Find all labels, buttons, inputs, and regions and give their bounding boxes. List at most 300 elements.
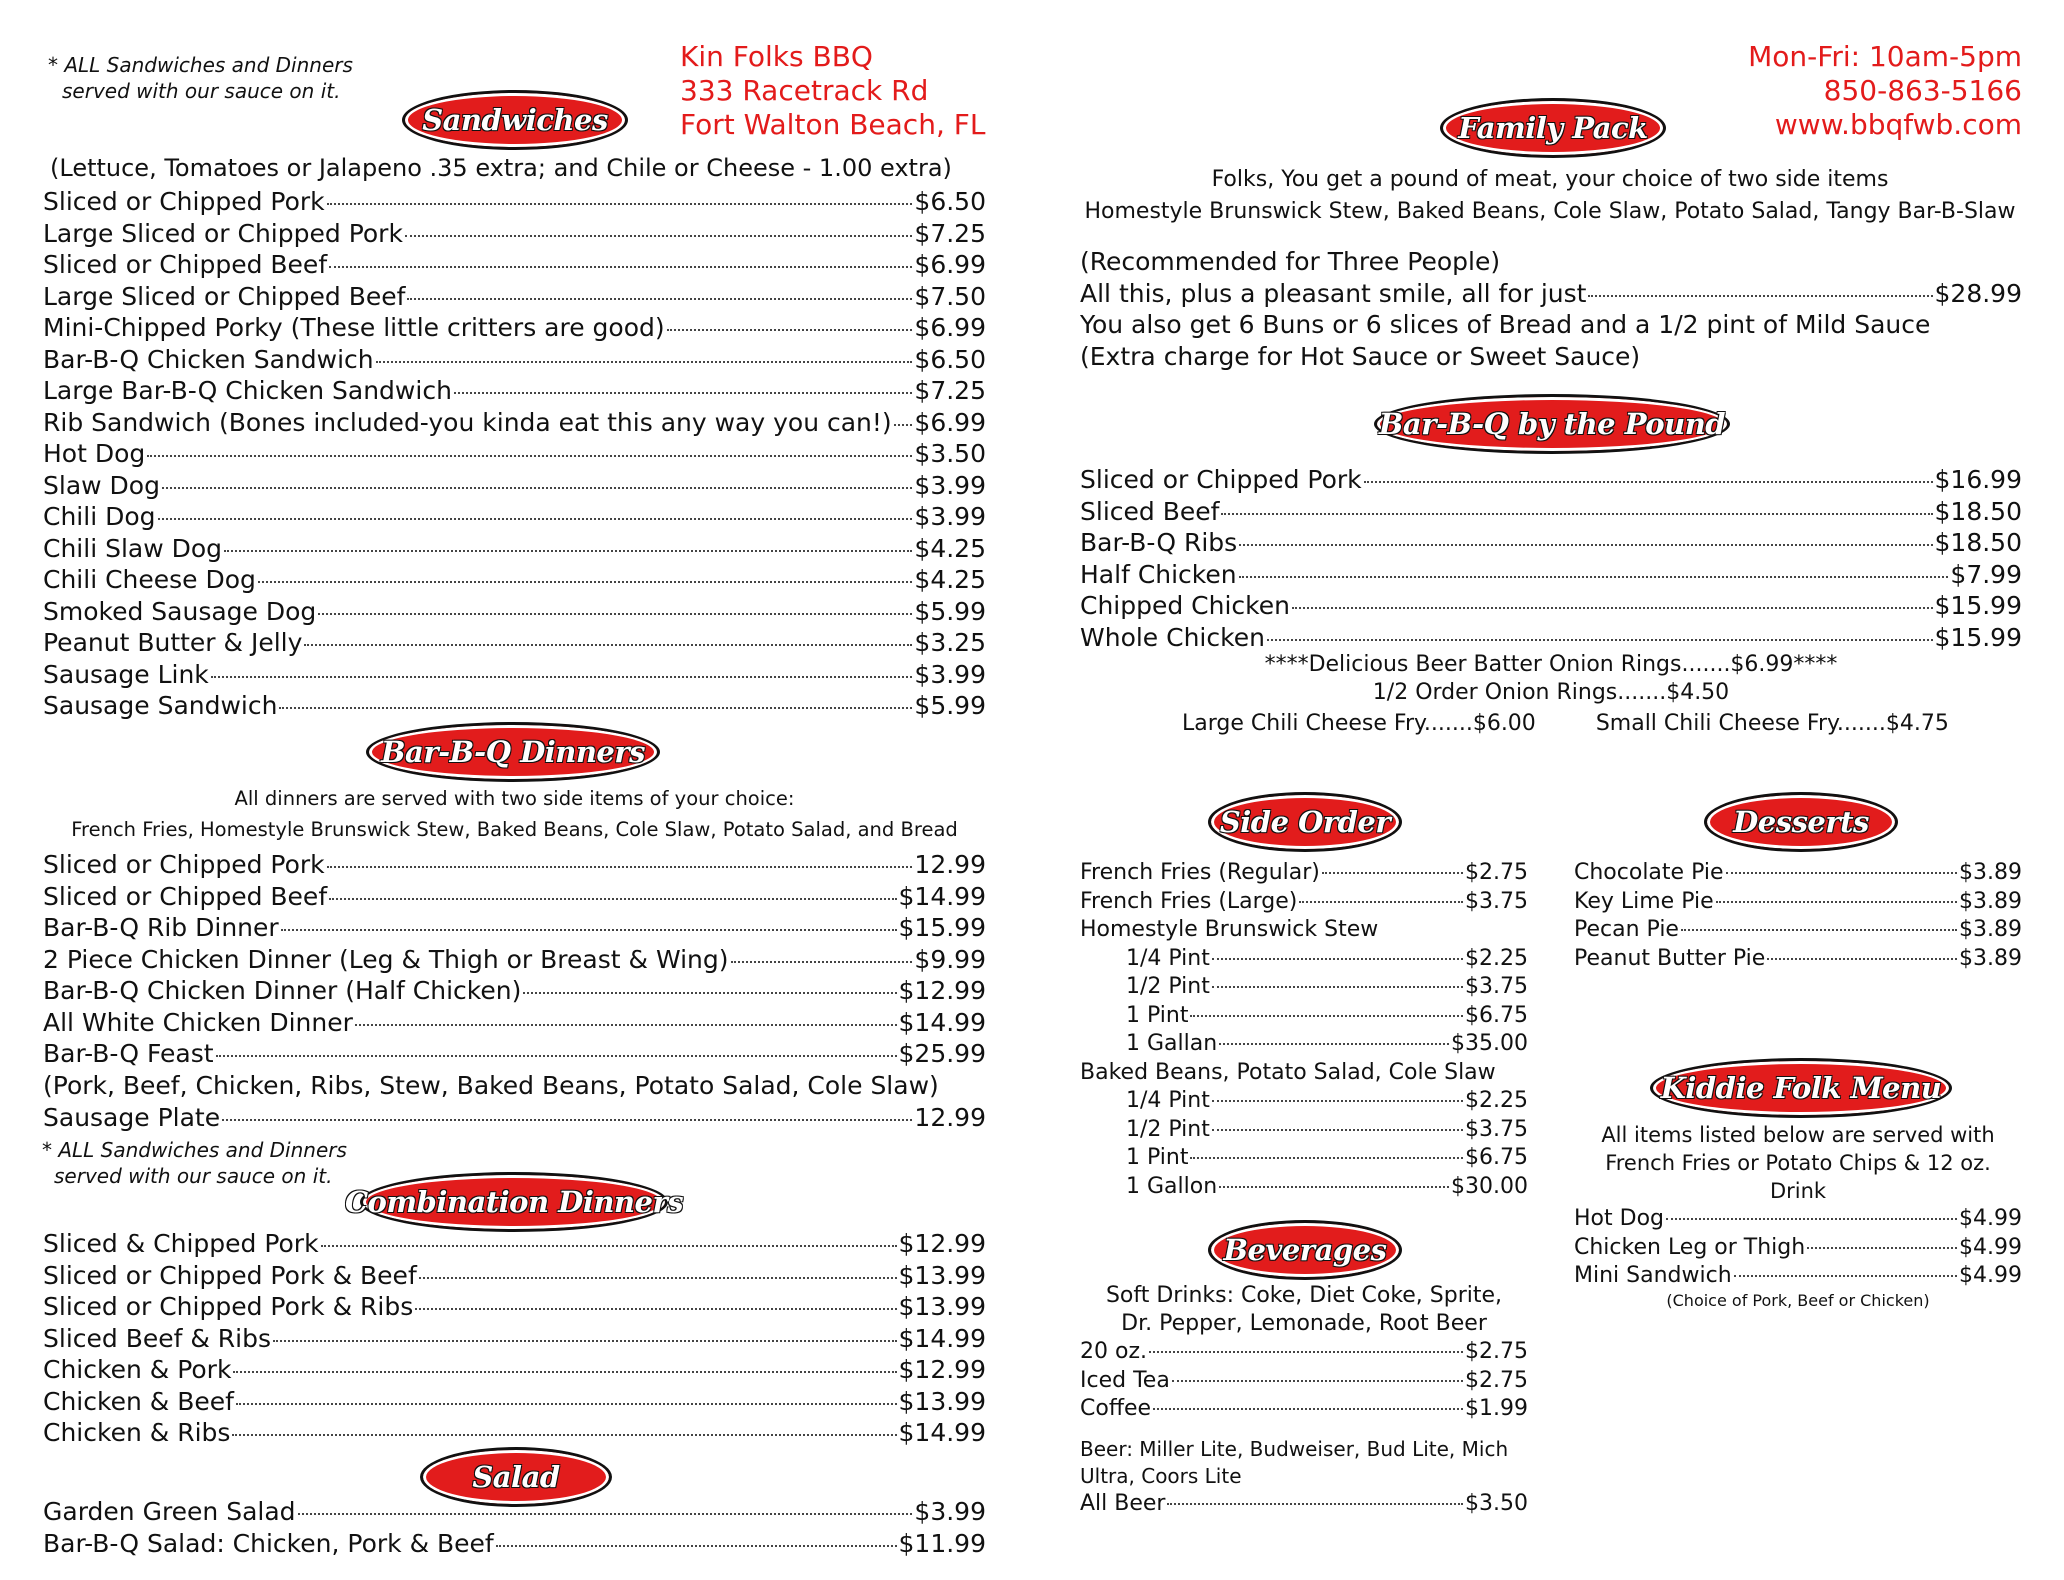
restaurant-name: Kin Folks BBQ bbox=[680, 40, 873, 73]
leader-dots bbox=[222, 1119, 912, 1121]
item-name: Sausage Plate bbox=[43, 1102, 221, 1132]
item-name: Chili Slaw Dog bbox=[43, 533, 223, 563]
item-price: $6.75 bbox=[1465, 1002, 1528, 1028]
menu-item bbox=[1126, 1144, 1528, 1173]
soft-drinks-line: Soft Drinks: Coke, Diet Coke, Sprite, bbox=[1105, 1283, 1503, 1308]
item-name: Bar-B-Q Chicken Dinner (Half Chicken) bbox=[43, 976, 522, 1005]
item-price: $3.89 bbox=[1959, 888, 2022, 914]
item-name: Iced Tea bbox=[1080, 1367, 1170, 1393]
menu-item bbox=[43, 627, 986, 659]
leader-dots bbox=[1212, 986, 1463, 988]
half-onion-rings: 1/2 Order Onion Rings.......$4.50 bbox=[1372, 680, 1730, 705]
menu-item bbox=[43, 1528, 986, 1560]
kiddie-title: Kiddie Folk Menu bbox=[1660, 1071, 1942, 1105]
menu-item bbox=[43, 1386, 986, 1418]
leader-dots bbox=[523, 992, 896, 994]
menu-item bbox=[43, 1260, 986, 1292]
item-name: 1 Pint bbox=[1126, 1002, 1189, 1028]
item-name: Sliced or Chipped Pork bbox=[1080, 465, 1362, 494]
item-name: Chipped Chicken bbox=[1080, 591, 1290, 620]
item-name: Whole Chicken bbox=[1080, 622, 1265, 652]
item-price: $7.25 bbox=[914, 218, 986, 248]
leader-dots bbox=[318, 613, 912, 615]
item-price: $2.25 bbox=[1465, 945, 1528, 971]
buns-text: You also get 6 Buns or 6 slices of Bread and a 1/2 pint of Mild Sauce bbox=[1080, 310, 1931, 339]
beverages-badge bbox=[1208, 1220, 1402, 1280]
leader-dots bbox=[1716, 901, 1957, 903]
menu-item bbox=[43, 1228, 986, 1260]
item-name: Garden Green Salad bbox=[43, 1497, 296, 1526]
item-name: Hot Dog bbox=[43, 439, 146, 468]
menu-item bbox=[1080, 1367, 1528, 1396]
salad-title: Salad bbox=[472, 1460, 560, 1494]
leader-dots bbox=[419, 1277, 897, 1279]
menu-item bbox=[43, 470, 986, 502]
menu-item bbox=[43, 249, 986, 281]
item-name: Rib Sandwich (Bones included-you kinda eat this any way you can!) bbox=[43, 407, 892, 437]
extra-text: (Extra charge for Hot Sauce or Sweet Sauce) bbox=[1080, 341, 1641, 371]
item-price: $14.99 bbox=[898, 1007, 986, 1037]
stew-label bbox=[1080, 916, 1528, 945]
item-name: Sliced & Chipped Pork bbox=[43, 1229, 319, 1258]
leader-dots bbox=[211, 676, 913, 678]
menu-item bbox=[43, 690, 986, 722]
family-pack-recommended bbox=[1080, 246, 2022, 278]
item-price: $12.99 bbox=[898, 1355, 986, 1384]
item-price: $9.99 bbox=[914, 944, 986, 974]
by-pound-badge bbox=[1374, 394, 1730, 454]
family-pack-line: Folks, You get a pound of meat, your choice of two side items bbox=[1211, 167, 1889, 192]
item-price: $13.99 bbox=[898, 1292, 986, 1321]
leader-dots bbox=[147, 455, 912, 457]
side-order-title: Side Order bbox=[1219, 805, 1391, 839]
large-chili-fry: Large Chili Cheese Fry.......$6.00 bbox=[1182, 711, 1536, 736]
note-line: * ALL Sandwiches and Dinners bbox=[42, 1138, 347, 1162]
item-name: Bar-B-Q Feast bbox=[43, 1039, 214, 1068]
menu-item bbox=[43, 596, 986, 628]
menu-item bbox=[1574, 1262, 2022, 1291]
side-order-badge bbox=[1208, 792, 1402, 852]
leader-dots bbox=[279, 707, 912, 709]
leader-dots bbox=[1172, 1380, 1463, 1382]
leader-dots bbox=[454, 392, 913, 394]
leader-dots bbox=[304, 644, 912, 646]
dinners-title: Bar-B-Q Dinners bbox=[381, 735, 645, 769]
item-price: $35.00 bbox=[1451, 1031, 1528, 1056]
leader-dots bbox=[415, 1308, 896, 1310]
menu-item bbox=[43, 1007, 986, 1039]
item-name: Sliced or Chipped Pork bbox=[43, 850, 325, 879]
menu-item bbox=[1126, 1173, 1528, 1202]
kiddie-intro bbox=[1574, 1121, 2022, 1205]
menu-item bbox=[1080, 1490, 1528, 1519]
item-name: 1 Gallon bbox=[1126, 1173, 1218, 1199]
item-price: $28.99 bbox=[1934, 278, 2022, 308]
menu-item bbox=[1574, 916, 2022, 945]
item-name: French Fries (Regular) bbox=[1080, 860, 1320, 885]
item-name: Bar-B-Q Rib Dinner bbox=[43, 913, 279, 942]
item-name: French Fries (Large) bbox=[1080, 888, 1298, 914]
menu-item bbox=[43, 344, 986, 376]
menu-item bbox=[1574, 888, 2022, 917]
item-price: $3.75 bbox=[1465, 888, 1528, 914]
menu-item bbox=[1080, 496, 2022, 528]
item-name: Chicken Leg or Thigh bbox=[1574, 1234, 1806, 1260]
item-name: Chili Cheese Dog bbox=[43, 565, 256, 594]
item-price: $3.50 bbox=[914, 439, 986, 468]
item-name: Hot Dog bbox=[1574, 1206, 1664, 1231]
menu-item bbox=[1574, 945, 2022, 974]
dinners-extra bbox=[43, 1070, 986, 1133]
item-price: 12.99 bbox=[914, 1102, 986, 1132]
item-price: $4.25 bbox=[914, 565, 986, 594]
item-name: All White Chicken Dinner bbox=[43, 1007, 353, 1037]
menu-item bbox=[1126, 1116, 1528, 1145]
item-name: Peanut Butter Pie bbox=[1574, 945, 1766, 971]
menu-item bbox=[43, 1291, 986, 1323]
kiddie-intro-line: Drink bbox=[1769, 1179, 1827, 1203]
item-price: $5.99 bbox=[914, 691, 986, 720]
note-line: * ALL Sandwiches and Dinners bbox=[48, 53, 353, 77]
item-name: Key Lime Pie bbox=[1574, 888, 1714, 914]
leader-dots bbox=[232, 1434, 896, 1436]
menu-item bbox=[43, 912, 986, 944]
by-pound-title: Bar-B-Q by the Pound bbox=[1378, 407, 1726, 441]
item-price: $4.99 bbox=[1959, 1234, 2022, 1260]
item-price: $4.99 bbox=[1959, 1206, 2022, 1231]
kiddie-intro-line: French Fries or Potato Chips & 12 oz. bbox=[1605, 1151, 1991, 1175]
family-pack-buns bbox=[1080, 309, 2022, 341]
by-pound-list bbox=[1080, 464, 2022, 653]
menu-item bbox=[1574, 1234, 2022, 1263]
leader-dots bbox=[1267, 639, 1933, 641]
leader-dots bbox=[258, 581, 913, 583]
leader-dots bbox=[1239, 544, 1932, 546]
family-pack-title: Family Pack bbox=[1458, 111, 1648, 145]
item-name: All Beer bbox=[1080, 1490, 1166, 1516]
menu-item bbox=[1574, 1205, 2022, 1234]
item-name: Sliced or Chipped Pork & Ribs bbox=[43, 1292, 414, 1321]
leader-dots bbox=[1322, 872, 1463, 874]
item-name: 20 oz. bbox=[1080, 1339, 1147, 1364]
menu-item bbox=[43, 975, 986, 1007]
note-line: served with our sauce on it. bbox=[54, 1164, 333, 1188]
leader-dots bbox=[667, 329, 913, 331]
restaurant-city: Fort Walton Beach, FL bbox=[680, 108, 986, 141]
menu-item bbox=[1126, 973, 1528, 1002]
item-price: $18.50 bbox=[1934, 496, 2022, 526]
leader-dots bbox=[236, 1403, 897, 1405]
item-price: $3.89 bbox=[1959, 860, 2022, 885]
menu-item bbox=[43, 1417, 986, 1449]
leader-dots bbox=[158, 518, 913, 520]
leader-dots bbox=[1239, 576, 1949, 578]
item-name: Chicken & Pork bbox=[43, 1355, 232, 1384]
menu-item bbox=[1574, 859, 2022, 888]
item-price: $3.25 bbox=[914, 628, 986, 657]
leader-dots bbox=[273, 1340, 897, 1342]
menu-item bbox=[1126, 1087, 1528, 1116]
menu-item bbox=[43, 438, 986, 470]
menu-item bbox=[43, 218, 986, 250]
item-price: $6.50 bbox=[914, 344, 986, 374]
leader-dots bbox=[1190, 1157, 1463, 1159]
kiddie-items bbox=[1574, 1205, 2022, 1291]
chili-fry-row bbox=[1080, 710, 2022, 738]
item-price: $16.99 bbox=[1934, 465, 2022, 494]
leader-dots bbox=[1212, 1129, 1463, 1131]
item-price: $3.89 bbox=[1959, 917, 2022, 942]
menu-item bbox=[43, 186, 986, 218]
leader-dots bbox=[1292, 607, 1933, 609]
beans-sizes bbox=[1080, 1087, 1528, 1201]
item-price: $25.99 bbox=[898, 1039, 986, 1068]
leader-dots bbox=[162, 487, 912, 489]
item-price: $7.25 bbox=[914, 376, 986, 405]
item-name: Pecan Pie bbox=[1574, 917, 1679, 942]
item-price: $13.99 bbox=[898, 1260, 986, 1290]
sauce-note-top bbox=[48, 52, 353, 104]
soft-drinks-line: Dr. Pepper, Lemonade, Root Beer bbox=[1121, 1311, 1487, 1336]
item-name: Chocolate Pie bbox=[1574, 860, 1724, 885]
leader-dots bbox=[1726, 872, 1958, 874]
beer-info bbox=[1080, 1436, 1528, 1490]
item-price: $13.99 bbox=[898, 1386, 986, 1416]
kiddie-choice: (Choice of Pork, Beef or Chicken) bbox=[1666, 1290, 1930, 1310]
small-chili-fry: Small Chili Cheese Fry.......$4.75 bbox=[1595, 711, 1949, 736]
item-price: $30.00 bbox=[1451, 1173, 1528, 1199]
menu-item bbox=[1080, 859, 1528, 888]
item-price: 12.99 bbox=[914, 850, 986, 879]
menu-item bbox=[43, 1323, 986, 1355]
feast-detail bbox=[43, 1070, 986, 1102]
menu-item bbox=[43, 1038, 986, 1070]
item-price: $14.99 bbox=[898, 1323, 986, 1353]
website-link[interactable]: www.bbqfwb.com bbox=[1774, 108, 2022, 141]
restaurant-street: 333 Racetrack Rd bbox=[680, 74, 929, 107]
item-name: Sliced or Chipped Pork & Beef bbox=[43, 1260, 417, 1290]
item-price: $15.99 bbox=[1934, 591, 2022, 620]
item-name: 1 Pint bbox=[1126, 1145, 1189, 1170]
leader-dots bbox=[376, 361, 913, 363]
item-name: All this, plus a pleasant smile, all for just bbox=[1080, 278, 1587, 308]
menu-item bbox=[1080, 590, 2022, 622]
item-name: 2 Piece Chicken Dinner (Leg & Thigh or Breast & Wing) bbox=[43, 944, 729, 974]
item-name: 1/4 Pint bbox=[1126, 1088, 1210, 1113]
kiddie-intro-line: All items listed below are served with bbox=[1601, 1123, 1995, 1147]
desserts-list bbox=[1574, 859, 2022, 973]
item-name: Sausage Link bbox=[43, 659, 209, 689]
item-name: 1 Gallan bbox=[1126, 1031, 1218, 1056]
item-name: Smoked Sausage Dog bbox=[43, 596, 317, 626]
recommended-text: (Recommended for Three People) bbox=[1080, 247, 1501, 276]
item-price: $7.50 bbox=[914, 281, 986, 311]
note-line: served with our sauce on it. bbox=[62, 79, 341, 103]
item-price: $6.75 bbox=[1465, 1145, 1528, 1170]
family-pack-details bbox=[1080, 246, 2022, 372]
leader-dots bbox=[1364, 481, 1933, 483]
leader-dots bbox=[1149, 1351, 1463, 1353]
item-price: $12.99 bbox=[898, 976, 986, 1005]
leader-dots bbox=[233, 1371, 896, 1373]
item-price: $15.99 bbox=[1934, 622, 2022, 652]
combination-title: Combination Dinners bbox=[344, 1185, 684, 1219]
family-pack-line: Homestyle Brunswick Stew, Baked Beans, Cole Slaw, Potato Salad, Tangy Bar-B-Slaw bbox=[1084, 199, 2016, 224]
phone: 850-863-5166 bbox=[1823, 74, 2022, 107]
beverages-title: Beverages bbox=[1223, 1233, 1387, 1267]
item-name: 1/2 Pint bbox=[1126, 1116, 1210, 1142]
item-name: Chicken & Beef bbox=[43, 1386, 234, 1416]
menu-item bbox=[1126, 1002, 1528, 1031]
item-price: $3.99 bbox=[914, 502, 986, 531]
item-name: 1/4 Pint bbox=[1126, 945, 1210, 971]
leader-dots bbox=[1167, 1503, 1463, 1505]
sandwiches-list bbox=[43, 186, 986, 722]
dinners-intro bbox=[43, 783, 986, 845]
family-pack-intro bbox=[1080, 164, 2020, 228]
item-price: $3.50 bbox=[1465, 1490, 1528, 1516]
beans-label-text: Baked Beans, Potato Salad, Cole Slaw bbox=[1080, 1059, 1496, 1085]
item-price: $2.75 bbox=[1465, 860, 1528, 885]
menu-item bbox=[1080, 464, 2022, 496]
menu-item bbox=[43, 1354, 986, 1386]
item-name: Sliced or Chipped Pork bbox=[43, 187, 325, 216]
menu-item bbox=[43, 407, 986, 439]
beverage-items bbox=[1080, 1338, 1528, 1424]
menu-item bbox=[43, 564, 986, 596]
leader-dots bbox=[355, 1024, 897, 1026]
combination-list bbox=[43, 1228, 986, 1449]
item-name: Slaw Dog bbox=[43, 470, 160, 500]
item-name: Large Sliced or Chipped Beef bbox=[43, 281, 406, 311]
leader-dots bbox=[327, 866, 913, 868]
stew-label-text: Homestyle Brunswick Stew bbox=[1080, 917, 1379, 942]
leader-dots bbox=[298, 1513, 913, 1515]
contact-info bbox=[1748, 40, 2022, 142]
dinners-list bbox=[43, 849, 986, 1070]
sauce-note-bottom bbox=[42, 1137, 347, 1189]
menu-item bbox=[1080, 278, 2022, 310]
leader-dots bbox=[1767, 958, 1957, 960]
family-pack-badge bbox=[1440, 98, 1666, 158]
leader-dots bbox=[1212, 1100, 1463, 1102]
leader-dots bbox=[1221, 513, 1932, 515]
leader-dots bbox=[405, 235, 912, 237]
item-name: Mini-Chipped Porky (These little critters are good) bbox=[43, 313, 665, 342]
dinners-intro-line: All dinners are served with two side items of your choice: bbox=[234, 787, 795, 810]
item-name: Sliced Beef bbox=[1080, 496, 1220, 526]
menu-item bbox=[1126, 945, 1528, 974]
family-pack-extra bbox=[1080, 341, 2022, 373]
item-name: Sliced or Chipped Beef bbox=[43, 250, 328, 279]
item-price: $1.99 bbox=[1465, 1396, 1528, 1421]
leader-dots bbox=[1666, 1218, 1957, 1220]
menu-item bbox=[43, 1102, 986, 1134]
beverages-list bbox=[1080, 1282, 1528, 1518]
item-name: Large Sliced or Chipped Pork bbox=[43, 218, 403, 248]
beans-label bbox=[1080, 1059, 1528, 1088]
menu-item bbox=[1080, 622, 2022, 654]
item-name: Sausage Sandwich bbox=[43, 691, 278, 720]
menu-item bbox=[43, 312, 986, 344]
item-price: $5.99 bbox=[914, 596, 986, 626]
leader-dots bbox=[281, 929, 897, 931]
stew-sizes bbox=[1080, 945, 1528, 1059]
item-name: 1/2 Pint bbox=[1126, 974, 1210, 999]
leader-dots bbox=[327, 203, 913, 205]
item-price: $4.25 bbox=[914, 533, 986, 563]
dinners-intro-line: French Fries, Homestyle Brunswick Stew, Baked Beans, Cole Slaw, Potato Salad, and Bread bbox=[71, 818, 958, 841]
leader-dots bbox=[1153, 1408, 1463, 1410]
item-price: $2.75 bbox=[1465, 1339, 1528, 1364]
leader-dots bbox=[224, 550, 912, 552]
leader-dots bbox=[1681, 929, 1957, 931]
item-name: Chicken & Ribs bbox=[43, 1418, 231, 1447]
onion-rings: ****Delicious Beer Batter Onion Rings.......$6.99**** bbox=[1264, 652, 1838, 677]
feast-detail-text: (Pork, Beef, Chicken, Ribs, Stew, Baked Beans, Potato Salad, Cole Slaw) bbox=[43, 1071, 939, 1100]
leader-dots bbox=[496, 1545, 897, 1547]
item-name: Mini Sandwich bbox=[1574, 1263, 1732, 1288]
leader-dots bbox=[1212, 958, 1463, 960]
leader-dots bbox=[1588, 295, 1932, 297]
beer-line: Ultra, Coors Lite bbox=[1080, 1463, 1242, 1488]
menu-item bbox=[1080, 559, 2022, 591]
item-price: $3.89 bbox=[1959, 945, 2022, 971]
item-price: $6.99 bbox=[914, 313, 986, 342]
item-price: $6.99 bbox=[914, 250, 986, 279]
item-name: Bar-B-Q Salad: Chicken, Pork & Beef bbox=[43, 1528, 494, 1558]
kiddie-list bbox=[1574, 1121, 2022, 1310]
dinners-badge bbox=[366, 722, 660, 782]
onion-rings-info bbox=[1080, 651, 2022, 738]
combination-badge bbox=[344, 1172, 684, 1232]
menu-item bbox=[43, 1496, 986, 1528]
menu-item bbox=[1080, 888, 1528, 917]
item-name: Half Chicken bbox=[1080, 559, 1237, 589]
leader-dots bbox=[321, 1245, 897, 1247]
leader-dots bbox=[731, 961, 913, 963]
item-price: $3.99 bbox=[914, 470, 986, 500]
item-name: Chili Dog bbox=[43, 502, 156, 531]
leader-dots bbox=[1219, 1186, 1449, 1188]
item-name: Sliced or Chipped Beef bbox=[43, 881, 328, 911]
item-price: $7.99 bbox=[1950, 559, 2022, 589]
item-price: $2.25 bbox=[1465, 1088, 1528, 1113]
item-price: $3.99 bbox=[914, 1497, 986, 1526]
beer-line: Beer: Miller Lite, Budweiser, Bud Lite, Mich bbox=[1080, 1436, 1509, 1461]
leader-dots bbox=[329, 898, 896, 900]
restaurant-address bbox=[680, 40, 985, 142]
menu-item bbox=[43, 375, 986, 407]
item-name: Large Bar-B-Q Chicken Sandwich bbox=[43, 376, 452, 405]
item-price: $11.99 bbox=[898, 1528, 986, 1558]
kiddie-badge bbox=[1650, 1058, 1952, 1118]
menu-item bbox=[1080, 527, 2022, 559]
leader-dots bbox=[1807, 1247, 1957, 1249]
sandwiches-title: Sandwiches bbox=[422, 103, 608, 137]
desserts-badge bbox=[1704, 792, 1898, 852]
leader-dots bbox=[1734, 1275, 1957, 1277]
menu-item bbox=[43, 501, 986, 533]
menu-item bbox=[43, 881, 986, 913]
menu-item bbox=[1080, 1395, 1528, 1424]
menu-item bbox=[43, 533, 986, 565]
menu-item bbox=[43, 849, 986, 881]
sandwiches-badge bbox=[402, 90, 628, 150]
menu-item bbox=[43, 659, 986, 691]
menu-item bbox=[43, 944, 986, 976]
hours: Mon-Fri: 10am-5pm bbox=[1748, 40, 2022, 73]
